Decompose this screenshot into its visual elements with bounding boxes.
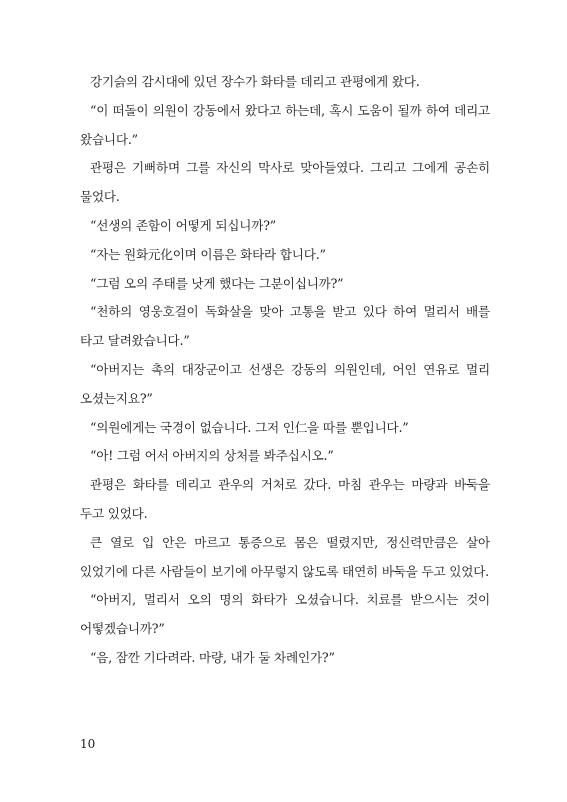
paragraph: “이 떠돌이 의원이 강동에서 왔다고 하는데, 혹시 도움이 될까 하여 데리고 왔습니다.” xyxy=(80,102,490,147)
page-body xyxy=(80,68,490,673)
paragraph: 관평은 화타를 데리고 관우의 거처로 갔다. 마침 관우는 마량과 바둑을 두고 있었다. xyxy=(80,477,490,521)
paragraph: “그럼 오의 주태를 낫게 했다는 그분이십니까?” xyxy=(90,275,344,291)
paragraph: “의원에게는 국경이 없습니다. 그저 인仁을 따를 뿐입니다.” xyxy=(90,419,409,435)
paragraph: “선생의 존함이 어떻게 되십니까?” xyxy=(90,217,276,233)
page-number: 10 xyxy=(80,737,96,751)
paragraph: “아! 그럼 어서 아버지의 상처를 봐주십시오.” xyxy=(90,448,334,464)
paragraph: “자는 원화元化이며 이름은 화타라 합니다.” xyxy=(90,246,326,262)
paragraph: 관평은 기뻐하며 그를 자신의 막사로 맞아들였다. 그리고 그에게 공손히 물었다. xyxy=(80,160,490,205)
paragraph: 강기슭의 감시대에 있던 장수가 화타를 데리고 관평에게 왔다. xyxy=(90,74,420,89)
paragraph: “아버지는 촉의 대장군이고 선생은 강동의 의원인데, 어인 연유로 멀리 오셨는지요?” xyxy=(80,361,490,406)
paragraph: 큰 열로 입 안은 마르고 통증으로 몸은 떨렸지만, 정신력만큼은 살아 있었기에 다른 사람들이 보기에 아무렇지 않도록 태연히 바둑을 두고 있었다. xyxy=(80,534,490,579)
paragraph: “음, 잠깐 기다려라. 마량, 내가 둘 차례인가?” xyxy=(90,649,335,665)
paragraph: “천하의 영웅호걸이 독화살을 맞아 고통을 받고 있다 하여 멀리서 배를 타고 달려왔습니다.” xyxy=(80,304,490,349)
paragraph: “아버지, 멀리서 오의 명의 화타가 오셨습니다. 치료를 받으시는 것이 어떻겠습니까?” xyxy=(80,592,490,637)
